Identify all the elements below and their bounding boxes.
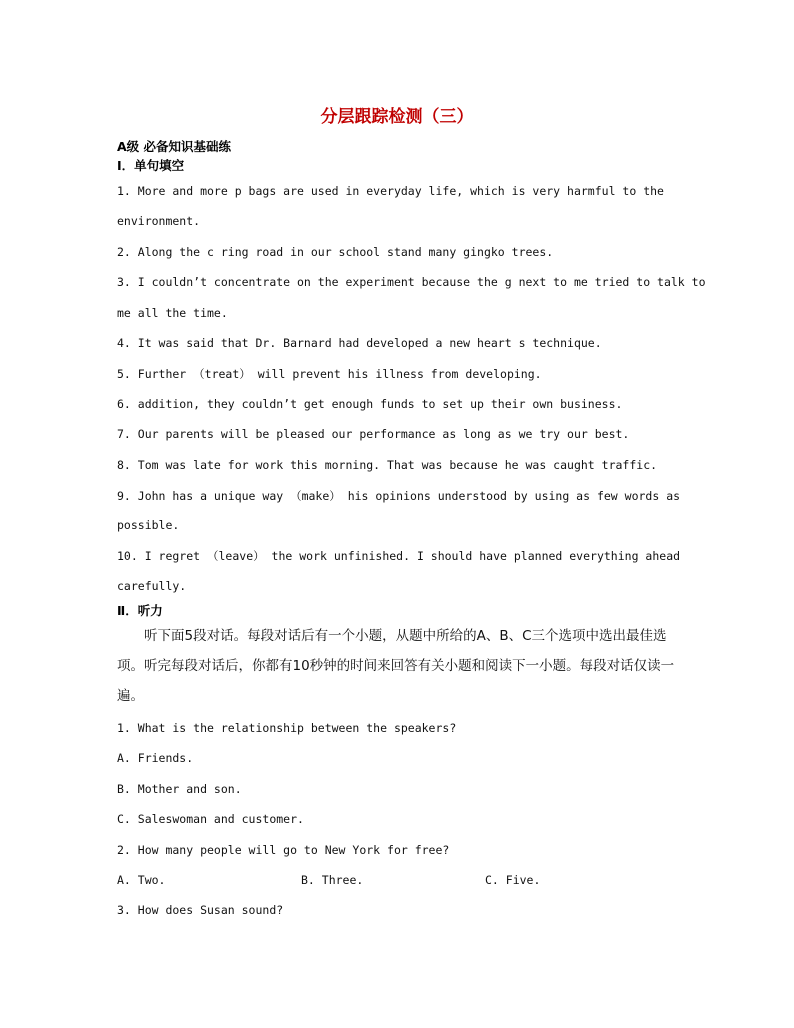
question-line: me all the time. [117,306,228,320]
question-line: 7. Our parents will be pleased our performance as long as we try our best. [117,427,630,441]
answer-option: A. Two. [117,873,166,887]
answer-option: B. Three. [301,873,364,887]
question-line: environment. [117,214,201,228]
question-line: 3. I couldn’t concentrate on the experiment because the g next to me tried to talk to [117,275,706,289]
question-line: 8. Tom was late for work this morning. That was because he was caught traffic. [117,458,658,472]
instructions-line: 听下面5段对话。每段对话后有一个小题，从题中所给的A、B、C三个选项中选出最佳选 [144,628,667,644]
question-line: 6. addition, they couldn’t get enough funds to set up their own business. [117,397,623,411]
question-line: possible. [117,518,180,532]
question-line: 2. Along the c ring road in our school stand many gingko trees. [117,245,554,259]
listening-question-2: 2. How many people will go to New York for free? [117,843,450,857]
level-heading: A级 必备知识基础练 [117,139,232,154]
page-title: 分层跟踪检测（三） [320,107,474,127]
question-line: 1. More and more p bags are used in everyday life, which is very harmful to the [117,184,664,198]
section1-heading: Ⅰ．单句填空 [117,158,185,173]
listening-instructions [117,621,679,711]
question-line: 5. Further （treat） will prevent his illness from developing. [117,367,542,381]
answer-option: C. Five. [485,873,541,887]
section2-heading: Ⅱ．听力 [117,603,163,618]
answer-option: A. Friends. [117,751,194,765]
question-line: 9. John has a unique way （make） his opinions understood by using as few words as [117,489,681,503]
answer-option: B. Mother and son. [117,782,242,796]
question-line: 10. I regret （leave） the work unfinished. I should have planned everything ahead [117,549,681,563]
question-line: 4. It was said that Dr. Barnard had developed a new heart s technique. [117,336,602,350]
instructions-line: 项。听完每段对话后，你都有10秒钟的时间来回答有关小题和阅读下一小题。每段对话仅读一 [117,658,675,674]
listening-question-3: 3. How does Susan sound? [117,903,284,917]
listening-question-1: 1. What is the relationship between the speakers? [117,721,457,735]
question-line: carefully. [117,579,187,593]
answer-option: C. Saleswoman and customer. [117,812,304,826]
instructions-line: 遍。 [117,688,144,704]
